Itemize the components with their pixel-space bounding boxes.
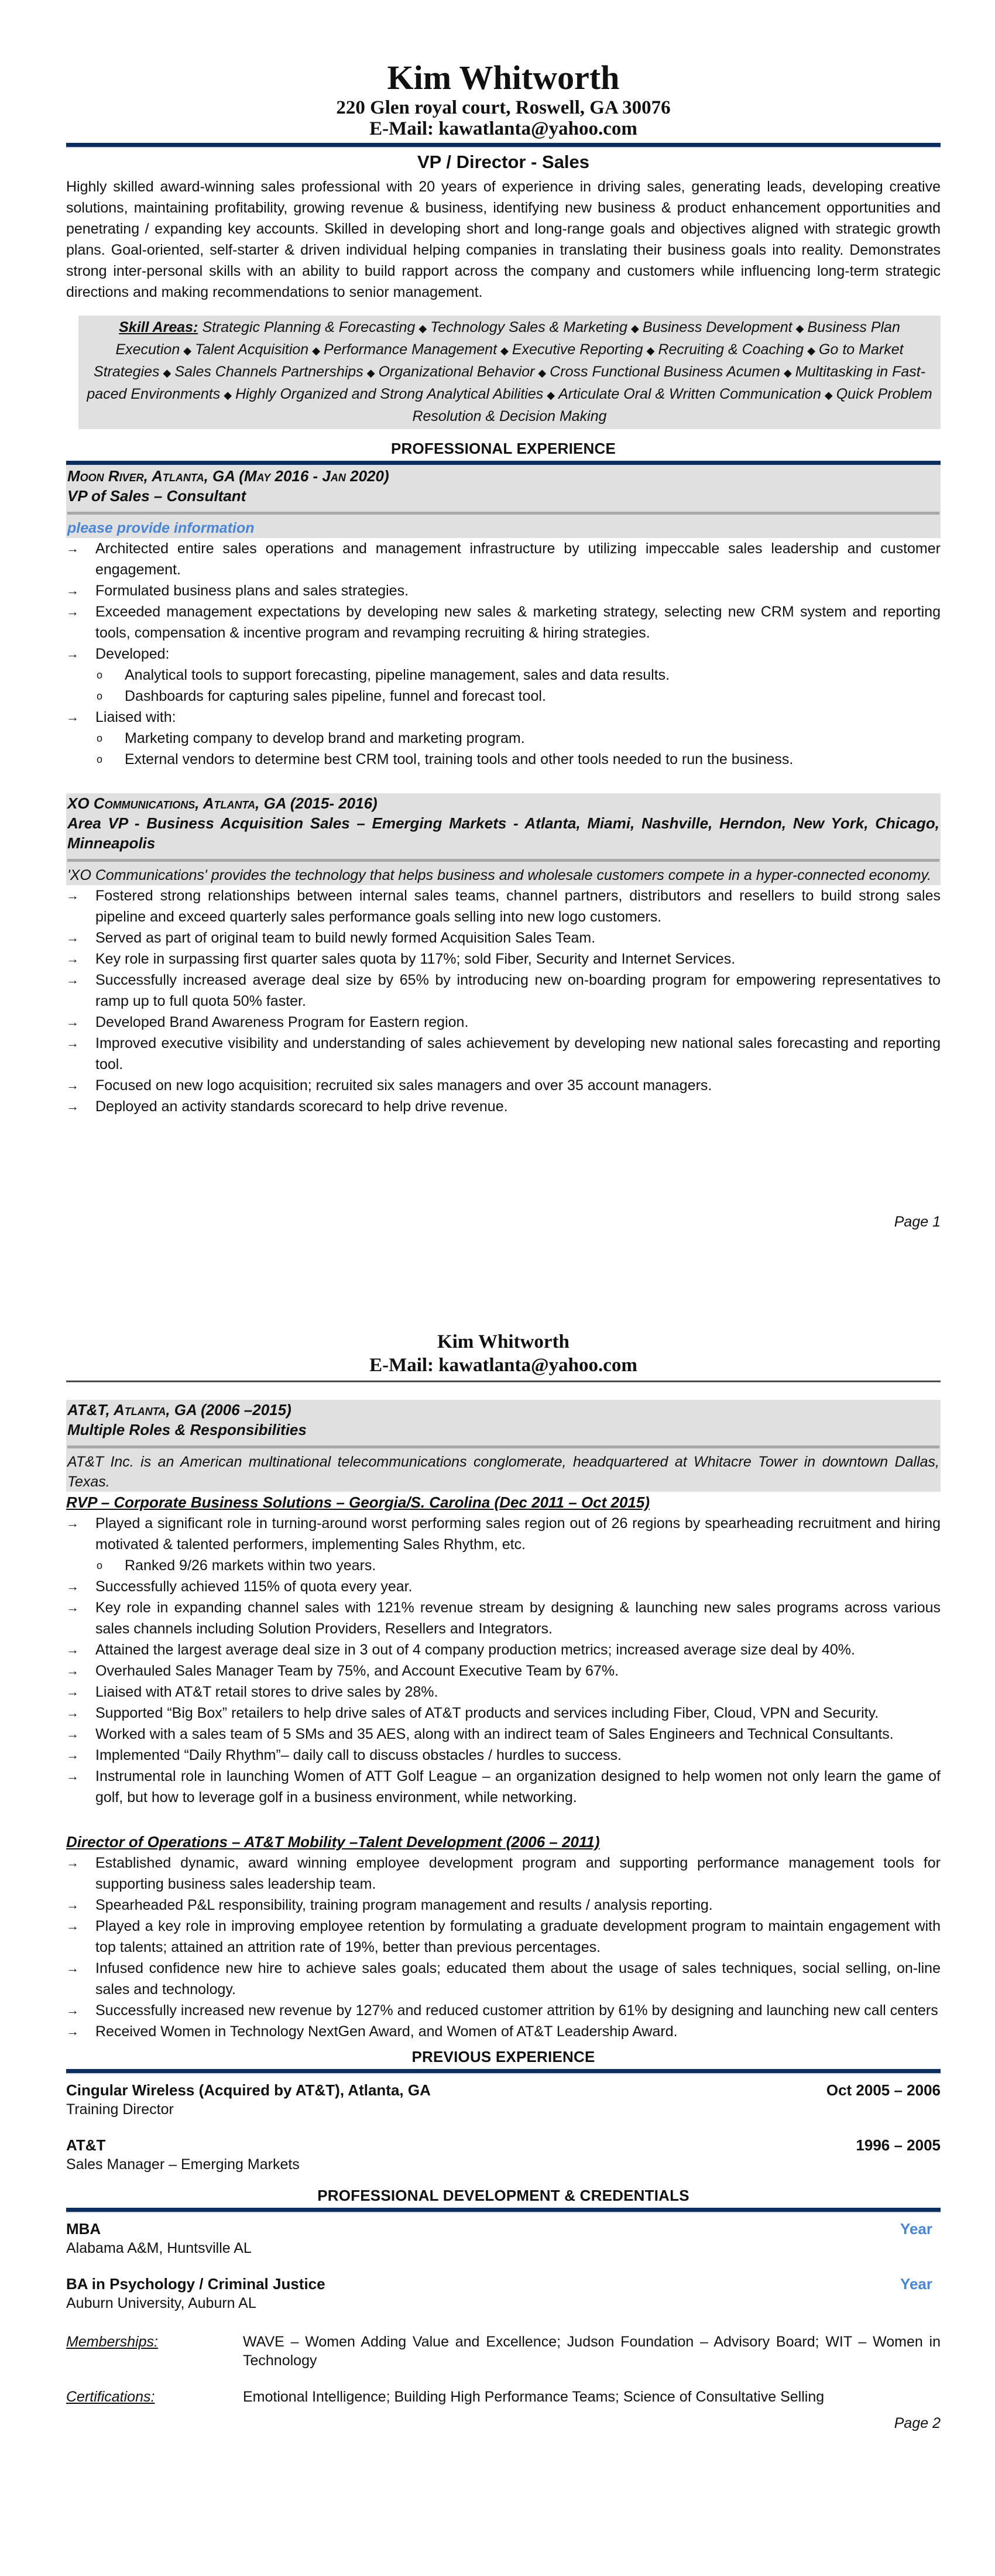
school: Alabama A&M, Huntsville AL bbox=[66, 2240, 252, 2256]
section-rule bbox=[66, 461, 941, 466]
job-bullets bbox=[66, 885, 941, 1117]
prev-role: Training Director bbox=[66, 2101, 174, 2118]
education-row bbox=[66, 2274, 941, 2294]
header-rule bbox=[66, 143, 941, 148]
education-row bbox=[66, 2219, 941, 2239]
prev-row bbox=[66, 2080, 941, 2100]
bullet-item bbox=[66, 580, 941, 601]
job-divider bbox=[67, 1445, 939, 1448]
diamond-separator-icon: ◆ bbox=[824, 389, 833, 401]
diamond-separator-icon: ◆ bbox=[795, 323, 804, 334]
bullet-text: Instrumental role in launching Women of ATT Golf League – an organization designed to help women not only learn the game of golf, but how to leverage golf in a business environment, while networking. bbox=[95, 1768, 941, 1806]
job-company: XO Communications, Atlanta, GA (2015- 2016) bbox=[67, 794, 378, 812]
bullet-text: Received Women in Technology NextGen Award, and Women of AT&T Leadership Award. bbox=[95, 2023, 678, 2040]
bullet-item bbox=[66, 643, 941, 664]
skill-item: Business Plan Execution bbox=[115, 319, 900, 358]
skill-item: Recruiting & Coaching bbox=[658, 341, 804, 358]
bullet-text: Developed: bbox=[95, 646, 170, 662]
bullet-text: Architected entire sales operations and management infrastructure by utilizing impeccable sales leadership and customer engagement. bbox=[95, 540, 941, 578]
bullet-item bbox=[66, 1597, 941, 1639]
bullet-item bbox=[66, 1096, 941, 1117]
memberships-value: WAVE – Women Adding Value and Excellence; Judson Foundation – Advisory Board; WIT – Women in Technology bbox=[243, 2334, 941, 2369]
skill-item: Cross Functional Business Acumen bbox=[550, 364, 780, 380]
header-rule-page2 bbox=[66, 1381, 941, 1382]
email: E-Mail: kawatlanta@yahoo.com bbox=[369, 118, 637, 139]
bullet-text: Played a significant role in turning-around worst performing sales region out of 26 regions by spearheading recruitment and hiring motivated & talented performers, implementing Sales Rhythm, etc. bbox=[95, 1515, 941, 1553]
prev-dates: 1996 – 2005 bbox=[856, 2136, 941, 2154]
skill-areas-label: Skill Areas: bbox=[119, 319, 198, 335]
job-divider bbox=[67, 512, 939, 515]
arrow-right-icon: → bbox=[66, 1078, 79, 1092]
bullet-text: Liaised with: bbox=[95, 709, 176, 725]
bullet-item bbox=[66, 970, 941, 1012]
diamond-separator-icon: ◆ bbox=[631, 323, 639, 334]
diamond-separator-icon: ◆ bbox=[312, 345, 321, 357]
diamond-separator-icon: ◆ bbox=[366, 367, 375, 379]
arrow-right-icon: → bbox=[66, 1642, 79, 1657]
degree: MBA bbox=[66, 2220, 101, 2238]
skill-item: Executive Reporting bbox=[512, 341, 643, 358]
skill-item: Technology Sales & Marketing bbox=[430, 319, 628, 335]
bullet-item bbox=[66, 927, 941, 948]
arrow-right-icon: → bbox=[66, 1897, 79, 1912]
arrow-right-icon: → bbox=[66, 604, 79, 619]
bullet-item bbox=[66, 1895, 941, 1916]
arrow-right-icon: → bbox=[66, 1015, 79, 1029]
diamond-separator-icon: ◆ bbox=[500, 345, 509, 357]
arrow-right-icon: → bbox=[66, 888, 79, 903]
arrow-right-icon: → bbox=[66, 1919, 79, 1933]
prev-company: Cingular Wireless (Acquired by AT&T), Atlanta, GA bbox=[66, 2081, 431, 2099]
arrow-right-icon: → bbox=[66, 1663, 79, 1678]
diamond-separator-icon: ◆ bbox=[418, 323, 427, 334]
job-bullets bbox=[66, 538, 941, 770]
bullet-text: Developed Brand Awareness Program for Eastern region. bbox=[95, 1014, 469, 1030]
bullet-item bbox=[66, 538, 941, 580]
skill-item: Performance Management bbox=[324, 341, 498, 358]
bullet-item bbox=[66, 1681, 941, 1703]
job-title: VP of Sales – Consultant bbox=[67, 487, 246, 505]
diamond-separator-icon: ◆ bbox=[538, 367, 547, 379]
circle-bullet-icon: o bbox=[97, 753, 103, 765]
bullet-text: Liaised with AT&T retail stores to drive sales by 28%. bbox=[95, 1684, 438, 1700]
bullet-item bbox=[66, 1012, 941, 1033]
skill-item: Business Development bbox=[642, 319, 792, 335]
bullet-item bbox=[66, 1033, 941, 1075]
arrow-right-icon: → bbox=[66, 951, 79, 966]
circle-bullet-icon: o bbox=[97, 732, 103, 744]
previous-experience-item bbox=[66, 2135, 941, 2174]
bullet-item bbox=[66, 885, 941, 927]
skill-item: Multitasking in Fast-paced Environments bbox=[87, 364, 926, 402]
address: 220 Glen royal court, Roswell, GA 30076 bbox=[336, 97, 671, 118]
bullet-item bbox=[66, 1766, 941, 1808]
bullet-item bbox=[66, 1075, 941, 1096]
role-heading: RVP – Corporate Business Solutions – Georgia/S. Carolina (Dec 2011 – Oct 2015) bbox=[66, 1493, 650, 1511]
skill-item: Sales Channels Partnerships bbox=[174, 364, 363, 380]
bullet-text: Dashboards for capturing sales pipeline, funnel and forecast tool. bbox=[125, 688, 546, 704]
bullet-item bbox=[66, 1576, 941, 1597]
prev-company: AT&T bbox=[66, 2136, 106, 2154]
sub-bullet-item bbox=[66, 728, 941, 749]
page-number-1: Page 1 bbox=[894, 1214, 941, 1230]
job-company: Moon River, Atlanta, GA (May 2016 - Jan 2020) bbox=[67, 467, 389, 485]
job-divider bbox=[67, 859, 939, 862]
diamond-separator-icon: ◆ bbox=[547, 389, 555, 401]
bullet-item bbox=[66, 1852, 941, 1895]
bullet-item bbox=[66, 2021, 941, 2042]
arrow-right-icon: → bbox=[66, 1748, 79, 1762]
arrow-right-icon: → bbox=[66, 583, 79, 598]
sub-bullet-item bbox=[66, 686, 941, 707]
job-header bbox=[66, 466, 941, 538]
circle-bullet-icon: o bbox=[97, 669, 103, 681]
arrow-right-icon: → bbox=[66, 2003, 79, 2017]
certifications-label: Certifications: bbox=[66, 2389, 155, 2405]
bullet-text: Key role in surpassing first quarter sales quota by 117%; sold Fiber, Security and Internet Services. bbox=[95, 951, 736, 967]
bullet-text: Formulated business plans and sales strategies. bbox=[95, 583, 409, 599]
job-title: Area VP - Business Acquisition Sales – Emerging Markets - Atlanta, Miami, Nashville, Herndon, New York, Chicago, Minneapolis bbox=[67, 814, 939, 852]
degree-year: Year bbox=[900, 2220, 932, 2238]
skill-areas-list bbox=[87, 319, 932, 424]
bullet-text: Implemented “Daily Rhythm”– daily call to discuss obstacles / hurdles to success. bbox=[95, 1747, 622, 1763]
arrow-right-icon: → bbox=[66, 541, 79, 556]
arrow-right-icon: → bbox=[66, 1600, 79, 1615]
bullet-item bbox=[66, 1639, 941, 1660]
section-title-previous-experience: PREVIOUS EXPERIENCE bbox=[411, 2048, 595, 2065]
bullet-item bbox=[66, 1916, 941, 1958]
bullet-text: Fostered strong relationships between internal sales teams, channel partners, distributors and resellers to build strong sales pipeline and exceed quarterly sales performance goals selling into new logo customers. bbox=[95, 888, 941, 925]
section-title-credentials: PROFESSIONAL DEVELOPMENT & CREDENTIALS bbox=[317, 2187, 689, 2204]
arrow-right-icon: → bbox=[66, 1579, 79, 1594]
candidate-name-page2: Kim Whitworth bbox=[437, 1331, 569, 1352]
job-description-placeholder: please provide information bbox=[67, 520, 255, 536]
diamond-separator-icon: ◆ bbox=[807, 345, 816, 357]
section-rule bbox=[66, 2208, 941, 2213]
diamond-separator-icon: ◆ bbox=[163, 367, 171, 379]
bullet-text: Worked with a sales team of 5 SMs and 35 AES, along with an indirect team of Sales Engineers and Technical Consultants. bbox=[95, 1726, 894, 1742]
bullet-text: External vendors to determine best CRM tool, training tools and other tools needed to run the business. bbox=[125, 751, 794, 768]
bullet-item bbox=[66, 1660, 941, 1681]
skill-item: Articulate Oral & Written Communication bbox=[558, 386, 821, 402]
bullet-item bbox=[66, 1703, 941, 1724]
resume-page-1 bbox=[66, 59, 941, 1117]
bullet-text: Focused on new logo acquisition; recruited six sales managers and over 35 account managers. bbox=[95, 1077, 712, 1094]
bullet-text: Supported “Big Box” retailers to help drive sales of AT&T products and services including Fiber, Cloud, VPN and Security. bbox=[95, 1705, 879, 1721]
arrow-right-icon: → bbox=[66, 1099, 79, 1114]
resume-page-2 bbox=[66, 1330, 941, 2433]
job-company: AT&T, Atlanta, GA (2006 –2015) bbox=[67, 1401, 291, 1419]
diamond-separator-icon: ◆ bbox=[224, 389, 232, 401]
headline: VP / Director - Sales bbox=[417, 152, 590, 172]
arrow-right-icon: → bbox=[66, 1727, 79, 1741]
arrow-right-icon: → bbox=[66, 1516, 79, 1530]
arrow-right-icon: → bbox=[66, 710, 79, 724]
memberships bbox=[66, 2332, 941, 2370]
arrow-right-icon: → bbox=[66, 1684, 79, 1699]
skill-areas bbox=[78, 316, 941, 429]
arrow-right-icon: → bbox=[66, 1769, 79, 1783]
skill-item: Organizational Behavior bbox=[378, 364, 535, 380]
certifications-value: Emotional Intelligence; Building High Performance Teams; Science of Consultative Selling bbox=[243, 2389, 825, 2405]
degree-year: Year bbox=[900, 2275, 932, 2293]
page-number-2: Page 2 bbox=[894, 2415, 941, 2431]
bullet-text: Spearheaded P&L responsibility, training program management and results / analysis reporting. bbox=[95, 1897, 713, 1913]
candidate-name: Kim Whitworth bbox=[387, 59, 620, 97]
bullet-text: Established dynamic, award winning employee development program and supporting performance management tools for supporting business sales leadership team. bbox=[95, 1855, 941, 1892]
circle-bullet-icon: o bbox=[97, 1560, 103, 1571]
job-header bbox=[66, 1400, 941, 1492]
role-bullets bbox=[66, 1852, 941, 2042]
certifications bbox=[66, 2387, 941, 2406]
summary: Highly skilled award-winning sales professional with 20 years of experience in driving sales, generating leads, developing creative solutions, maintaining profitability, growing revenue & business, identifying new business & product enhancement opportunities and penetrating / expanding key accounts. Skilled in developing short and long-range goals and objectives aligned with strategic growth plans. Goal-oriented, self-starter & driven individual helping companies in translating their business goals into reality. Demonstrates strong inter-personal skills with an ability to build rapport across the company and customers while influencing long-term strategic directions and making recommendations to senior management. bbox=[66, 179, 941, 300]
role-bullets bbox=[66, 1513, 941, 1808]
arrow-right-icon: → bbox=[66, 972, 79, 987]
bullet-text: Key role in expanding channel sales with 121% revenue stream by designing & launching new sales programs across various sales channels including Solution Providers, Resellers and Integrators. bbox=[95, 1599, 941, 1637]
section-title-professional-experience: PROFESSIONAL EXPERIENCE bbox=[390, 440, 616, 457]
education-item bbox=[66, 2274, 941, 2313]
sub-bullet-item bbox=[66, 1555, 941, 1576]
arrow-right-icon: → bbox=[66, 646, 79, 661]
bullet-text: Attained the largest average deal size in 3 out of 4 company production metrics; increased average size deal by 40%. bbox=[95, 1642, 855, 1658]
bullet-item bbox=[66, 1724, 941, 1745]
skill-item: Quick Problem Resolution & Decision Making bbox=[412, 386, 932, 424]
arrow-right-icon: → bbox=[66, 930, 79, 945]
diamond-separator-icon: ◆ bbox=[183, 345, 192, 357]
bullet-text: Played a key role in improving employee retention by formulating a graduate development program to maintain engagement with top talents; attained an attrition rate of 19%, better than previous percentages. bbox=[95, 1918, 941, 1955]
arrow-right-icon: → bbox=[66, 2024, 79, 2039]
skill-item: Talent Acquisition bbox=[195, 341, 309, 358]
degree: BA in Psychology / Criminal Justice bbox=[66, 2275, 325, 2293]
bullet-item bbox=[66, 601, 941, 643]
job-title: Multiple Roles & Responsibilities bbox=[67, 1421, 307, 1438]
bullet-text: Ranked 9/26 markets within two years. bbox=[125, 1557, 376, 1574]
bullet-item bbox=[66, 948, 941, 970]
arrow-right-icon: → bbox=[66, 1036, 79, 1050]
bullet-text: Successfully increased new revenue by 127% and reduced customer attrition by 61% by designing and launching new call centers bbox=[95, 2002, 938, 2019]
arrow-right-icon: → bbox=[66, 1705, 79, 1720]
bullet-text: Successfully achieved 115% of quota every year. bbox=[95, 1578, 413, 1595]
sub-bullet-item bbox=[66, 664, 941, 686]
bullet-text: Improved executive visibility and understanding of sales achievement by developing new national sales forecasting and reporting tool. bbox=[95, 1035, 941, 1073]
role-heading: Director of Operations – AT&T Mobility –Talent Development (2006 – 2011) bbox=[66, 1833, 600, 1851]
education-item bbox=[66, 2219, 941, 2258]
bullet-text: Served as part of original team to build newly formed Acquisition Sales Team. bbox=[95, 930, 596, 946]
bullet-item bbox=[66, 1745, 941, 1766]
bullet-item bbox=[66, 1958, 941, 2000]
circle-bullet-icon: o bbox=[97, 690, 103, 702]
skill-item: Go to Market Strategies bbox=[93, 341, 904, 380]
job-description: AT&T Inc. is an American multinational telecommunications conglomerate, headquartered at Whitacre Tower in downtown Dallas, Texas. bbox=[67, 1454, 939, 1490]
school: Auburn University, Auburn AL bbox=[66, 2295, 256, 2311]
email-page2: E-Mail: kawatlanta@yahoo.com bbox=[369, 1355, 637, 1376]
job-description: 'XO Communications' provides the technology that helps business and wholesale customers compete in a hyper-connected economy. bbox=[67, 867, 932, 883]
bullet-text: Analytical tools to support forecasting, pipeline management, sales and data results. bbox=[125, 667, 670, 683]
job-xo-communications bbox=[66, 793, 941, 1117]
bullet-text: Infused confidence new hire to achieve sales goals; educated them about the usage of sales techniques, social selling, on-line sales and technology. bbox=[95, 1960, 941, 1998]
diamond-separator-icon: ◆ bbox=[646, 345, 655, 357]
prev-dates: Oct 2005 – 2006 bbox=[826, 2081, 941, 2099]
skill-item: Strategic Planning & Forecasting bbox=[202, 319, 416, 335]
arrow-right-icon: → bbox=[66, 1961, 79, 1975]
prev-role: Sales Manager – Emerging Markets bbox=[66, 2156, 300, 2173]
bullet-item bbox=[66, 1513, 941, 1555]
skill-item: Highly Organized and Strong Analytical Abilities bbox=[235, 386, 544, 402]
section-rule bbox=[66, 2069, 941, 2074]
bullet-text: Successfully increased average deal size by 65% by introducing new on-boarding program for empowering representatives to ramp up to full quota 50% faster. bbox=[95, 972, 941, 1009]
bullet-text: Overhauled Sales Manager Team by 75%, and Account Executive Team by 67%. bbox=[95, 1663, 619, 1679]
previous-experience-item bbox=[66, 2080, 941, 2119]
arrow-right-icon: → bbox=[66, 1855, 79, 1870]
job-moon-river bbox=[66, 466, 941, 770]
prev-row bbox=[66, 2135, 941, 2155]
sub-bullet-item bbox=[66, 749, 941, 770]
memberships-label: Memberships: bbox=[66, 2334, 158, 2350]
bullet-item bbox=[66, 2000, 941, 2021]
bullet-item bbox=[66, 707, 941, 728]
diamond-separator-icon: ◆ bbox=[783, 367, 792, 379]
bullet-text: Exceeded management expectations by developing new sales & marketing strategy, selecting new CRM system and reporting tools, compensation & incentive program and revamping recruiting & hiring strategies. bbox=[95, 604, 941, 641]
job-att bbox=[66, 1400, 941, 2042]
job-header bbox=[66, 793, 941, 885]
bullet-text: Marketing company to develop brand and marketing program. bbox=[125, 730, 525, 746]
bullet-text: Deployed an activity standards scorecard to help drive revenue. bbox=[95, 1098, 508, 1115]
